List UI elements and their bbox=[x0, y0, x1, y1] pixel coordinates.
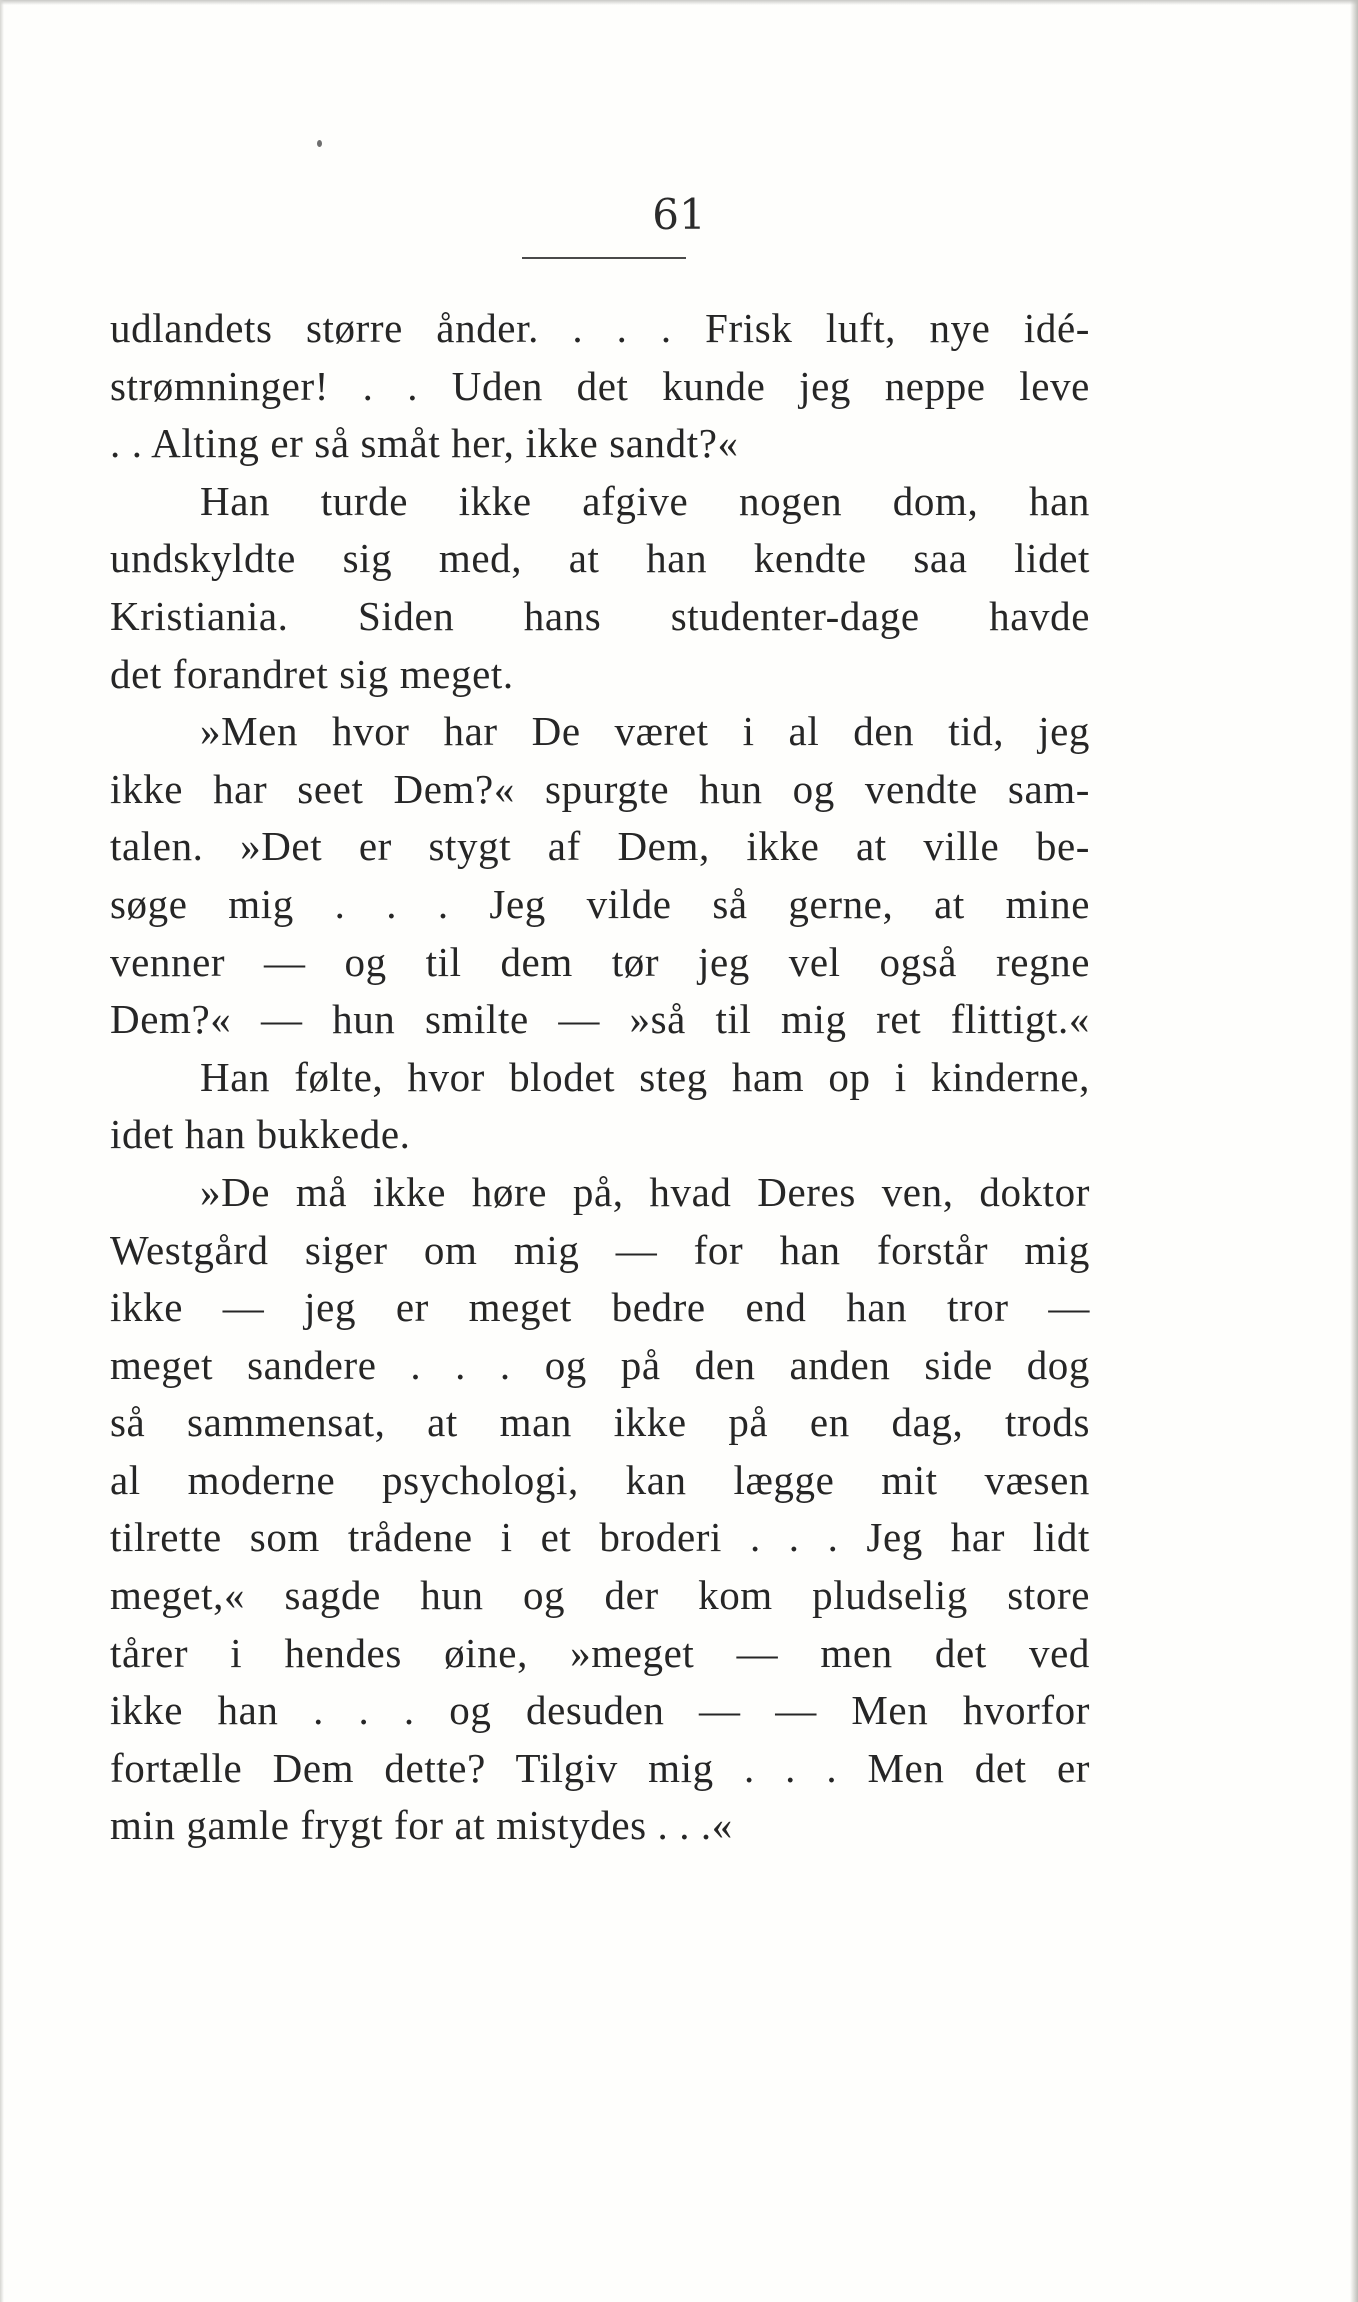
body-text bbox=[110, 300, 1090, 1855]
text-line: ikke — jeg er meget bedre end han tror — bbox=[110, 1284, 1090, 1331]
text-line: tilrette som trådene i et broderi . . . Jeg har lidt bbox=[110, 1514, 1090, 1561]
paragraph-start: »De må ikke høre på, hvad Deres ven, doktor bbox=[200, 1168, 1090, 1215]
text-line: ikke han . . . og desuden — — Men hvorfor bbox=[110, 1687, 1090, 1734]
text-line: fortælle Dem dette? Tilgiv mig . . . Men det er bbox=[110, 1744, 1090, 1791]
text-line: søge mig . . . Jeg vilde så gerne, at mine bbox=[110, 880, 1090, 927]
page-top-edge bbox=[0, 0, 1358, 5]
text-line: Westgård siger om mig — for han forstår mig bbox=[110, 1226, 1090, 1273]
text-line: udlandets større ånder. . . . Frisk luft, nye idé- bbox=[110, 305, 1090, 351]
text-line: Kristiania. Siden hans studenter-dage havde bbox=[110, 592, 1090, 639]
text-line: ikke har seet Dem?« spurgte hun og vendte sam- bbox=[110, 765, 1090, 812]
text-line: meget,« sagde hun og der kom pludselig store bbox=[110, 1572, 1090, 1619]
paragraph-start: Han turde ikke afgive nogen dom, han bbox=[200, 477, 1090, 524]
page-number: 61 bbox=[652, 190, 706, 239]
page-number-rule bbox=[522, 257, 686, 259]
page-right-edge bbox=[1350, 0, 1358, 2302]
text-line: talen. »Det er stygt af Dem, ikke at ville be- bbox=[110, 823, 1090, 870]
text-line: venner — og til dem tør jeg vel også regne bbox=[110, 938, 1090, 985]
text-line: Dem?« — hun smilte — »så til mig ret flittigt.« bbox=[110, 996, 1090, 1043]
text-line: idet han bukkede. bbox=[110, 1111, 411, 1158]
paragraph-start: Han følte, hvor blodet steg ham op i kinderne, bbox=[200, 1053, 1090, 1100]
page-left-edge bbox=[0, 0, 4, 2302]
text-line: . . Alting er så småt her, ikke sandt?« bbox=[110, 420, 739, 467]
text-line: tårer i hendes øine, »meget — men det ved bbox=[110, 1629, 1090, 1676]
text-line: min gamle frygt for at mistydes . . .« bbox=[110, 1802, 733, 1849]
ink-speck bbox=[317, 140, 322, 147]
text-line: undskyldte sig med, at han kendte saa lidet bbox=[110, 535, 1090, 582]
paragraph-start: »Men hvor har De været i al den tid, jeg bbox=[200, 708, 1090, 755]
text-line: meget sandere . . . og på den anden side dog bbox=[110, 1341, 1090, 1388]
text-line: så sammensat, at man ikke på en dag, trods bbox=[110, 1399, 1090, 1446]
text-line: strømninger! . . Uden det kunde jeg neppe leve bbox=[110, 362, 1090, 409]
text-line: det forandret sig meget. bbox=[110, 650, 514, 697]
text-line: al moderne psychologi, kan lægge mit væsen bbox=[110, 1456, 1090, 1503]
